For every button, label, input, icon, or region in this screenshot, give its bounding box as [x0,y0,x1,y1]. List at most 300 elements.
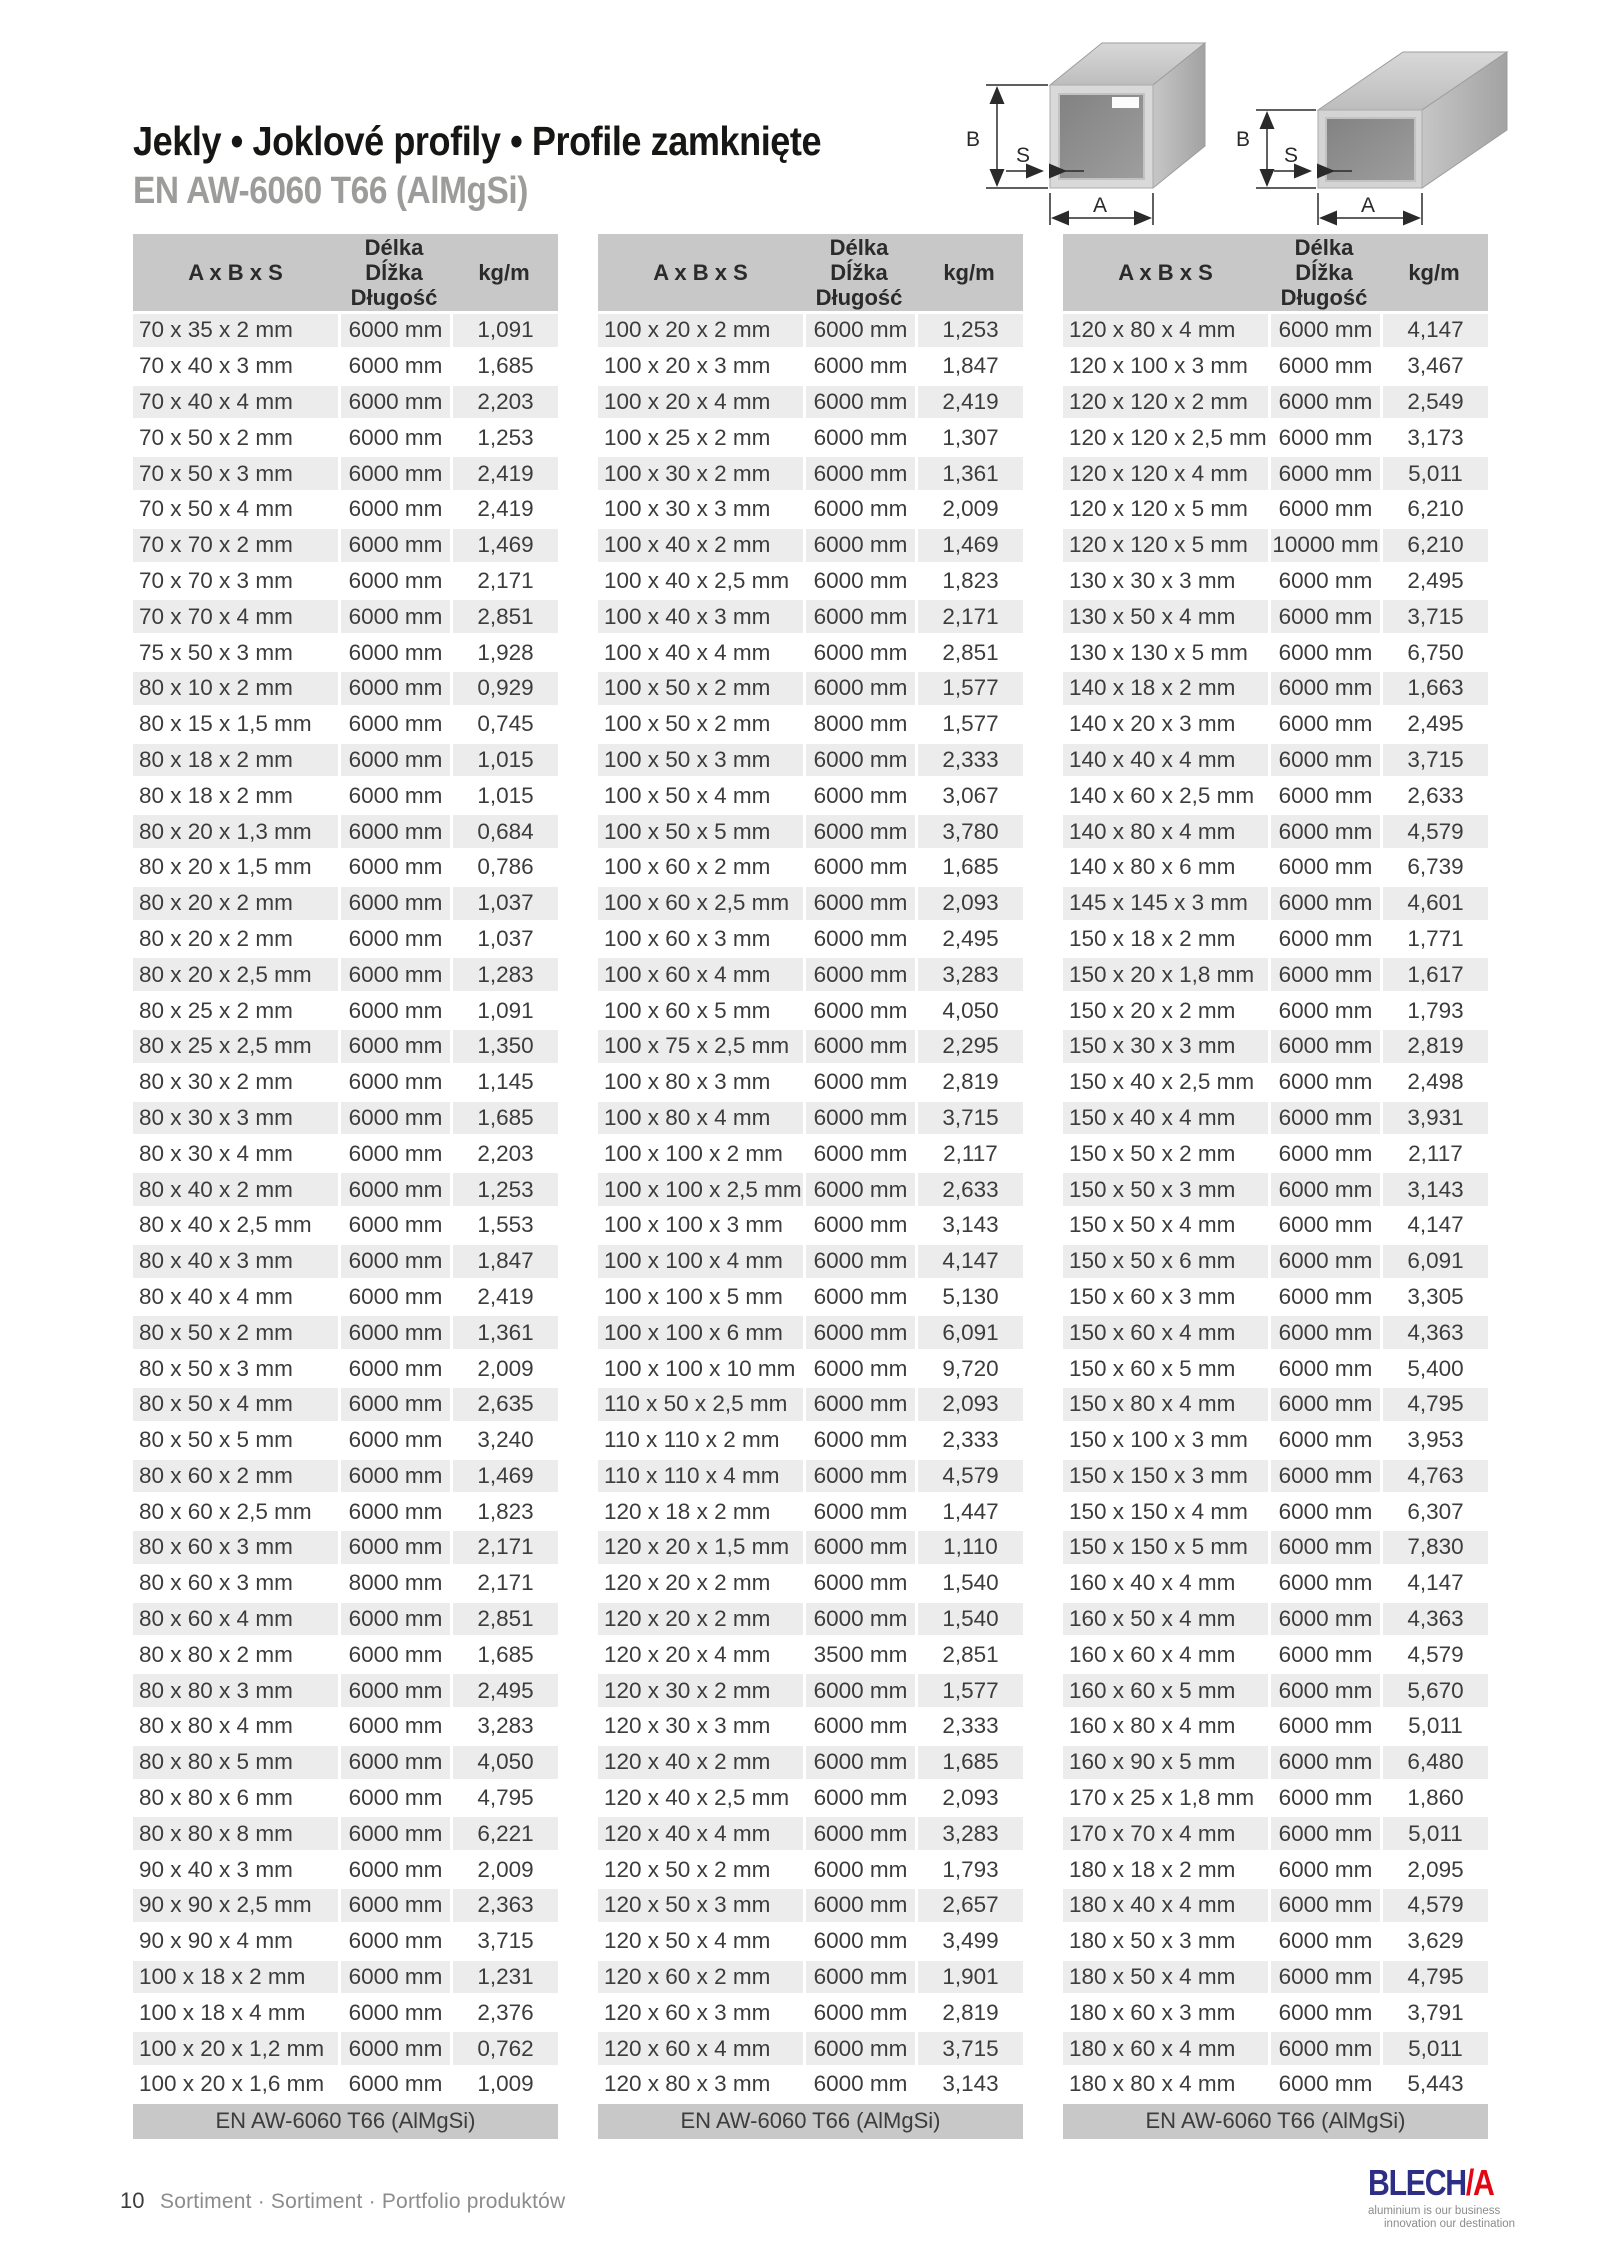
cell-dimension: 150 x 100 x 3 mm [1063,1424,1268,1460]
table-row [133,923,558,959]
cell-weight: 1,823 [915,565,1023,601]
dim-label-s-left: S [1016,144,1031,167]
cell-length: 6000 mm [1268,1603,1380,1639]
cell-dimension: 80 x 30 x 2 mm [133,1066,338,1102]
table-row [1063,1030,1488,1066]
cell-weight: 1,771 [1380,923,1488,959]
cell-length: 6000 mm [338,1316,450,1352]
cell-length: 6000 mm [338,1889,450,1925]
table-row [1063,600,1488,636]
table-row [598,1889,1023,1925]
cell-dimension: 120 x 100 x 3 mm [1063,350,1268,386]
table-row [598,815,1023,851]
cell-dimension: 170 x 70 x 4 mm [1063,1817,1268,1853]
cell-dimension: 120 x 120 x 5 mm [1063,529,1268,565]
cell-weight: 4,601 [1380,887,1488,923]
cell-dimension: 90 x 90 x 2,5 mm [133,1889,338,1925]
cell-length: 6000 mm [338,1209,450,1245]
cell-weight: 4,579 [1380,815,1488,851]
cell-weight: 0,745 [450,708,558,744]
cell-length: 6000 mm [803,421,915,457]
cell-weight: 3,143 [915,1209,1023,1245]
table-row [1063,1102,1488,1138]
table-row [133,2068,558,2104]
cell-dimension: 80 x 80 x 2 mm [133,1638,338,1674]
cell-weight: 2,851 [450,1603,558,1639]
cell-length: 6000 mm [803,851,915,887]
table-row [133,1388,558,1424]
cell-length: 6000 mm [1268,565,1380,601]
cell-length: 6000 mm [338,1102,450,1138]
cell-dimension: 100 x 100 x 5 mm [598,1281,803,1317]
table-row [133,1746,558,1782]
cell-weight: 2,117 [1380,1137,1488,1173]
cell-weight: 1,553 [450,1209,558,1245]
cell-weight: 3,240 [450,1424,558,1460]
profiles-table-3 [1063,234,1488,2139]
cell-length: 6000 mm [803,1030,915,1066]
table-row [133,1137,558,1173]
col-header-dimensions: A x B x S [133,234,338,314]
cell-length: 6000 mm [338,493,450,529]
cell-length: 6000 mm [803,1889,915,1925]
cell-dimension: 120 x 60 x 3 mm [598,1996,803,2032]
cell-dimension: 180 x 80 x 4 mm [1063,2068,1268,2104]
cell-dimension: 150 x 50 x 6 mm [1063,1245,1268,1281]
cell-dimension: 150 x 40 x 2,5 mm [1063,1066,1268,1102]
cell-weight: 3,780 [915,815,1023,851]
cell-length: 6000 mm [338,708,450,744]
table-row [598,636,1023,672]
cell-length: 6000 mm [1268,2032,1380,2068]
cell-length: 6000 mm [803,1173,915,1209]
cell-weight: 3,283 [915,1817,1023,1853]
table-row [598,1173,1023,1209]
logo-tagline [1368,2205,1516,2231]
cell-length: 6000 mm [1268,1674,1380,1710]
cell-dimension: 80 x 10 x 2 mm [133,672,338,708]
cell-length: 6000 mm [803,958,915,994]
table-row [598,1460,1023,1496]
cell-weight: 6,307 [1380,1495,1488,1531]
cell-weight: 1,793 [915,1853,1023,1889]
cell-dimension: 120 x 40 x 2 mm [598,1746,803,1782]
cell-dimension: 80 x 50 x 3 mm [133,1352,338,1388]
cell-length: 6000 mm [338,1030,450,1066]
length-label-sk: Dĺžka [1295,260,1353,285]
col-header-length [338,234,450,314]
cell-dimension: 100 x 50 x 2 mm [598,708,803,744]
cell-length: 6000 mm [803,994,915,1030]
cell-length: 6000 mm [338,994,450,1030]
table-row [1063,1066,1488,1102]
table-row [1063,421,1488,457]
alloy-footer-label: EN AW-6060 T66 (AlMgSi) [1063,2104,1488,2139]
table-row [1063,672,1488,708]
cell-length: 6000 mm [803,1925,915,1961]
table-row [133,1567,558,1603]
table-row [1063,958,1488,994]
cell-dimension: 75 x 50 x 3 mm [133,636,338,672]
cell-length: 6000 mm [1268,815,1380,851]
cell-length: 6000 mm [338,851,450,887]
cell-weight: 4,579 [1380,1638,1488,1674]
cell-dimension: 180 x 40 x 4 mm [1063,1889,1268,1925]
cell-length: 6000 mm [803,744,915,780]
cell-dimension: 100 x 75 x 2,5 mm [598,1030,803,1066]
cell-weight: 6,091 [1380,1245,1488,1281]
table-row [598,744,1023,780]
cell-dimension: 150 x 150 x 4 mm [1063,1495,1268,1531]
cell-weight: 1,847 [915,350,1023,386]
cell-weight: 4,795 [450,1782,558,1818]
cell-length: 6000 mm [803,1996,915,2032]
cell-length: 6000 mm [338,1961,450,1997]
table-row [598,493,1023,529]
table-footer-row [1063,2104,1488,2139]
cell-weight: 1,577 [915,672,1023,708]
cell-dimension: 80 x 40 x 2,5 mm [133,1209,338,1245]
cell-dimension: 80 x 20 x 2 mm [133,923,338,959]
table-row [133,386,558,422]
cell-dimension: 120 x 50 x 2 mm [598,1853,803,1889]
length-label-cz: Délka [364,235,424,260]
profiles-table-2 [598,234,1023,2139]
cell-dimension: 130 x 30 x 3 mm [1063,565,1268,601]
table-row [1063,457,1488,493]
cell-weight: 3,953 [1380,1424,1488,1460]
table-row [1063,1817,1488,1853]
table-row [133,1996,558,2032]
cell-weight: 1,037 [450,887,558,923]
cell-weight: 2,495 [450,1674,558,1710]
table-row [598,1710,1023,1746]
cell-length: 6000 mm [1268,1352,1380,1388]
cell-dimension: 80 x 30 x 4 mm [133,1137,338,1173]
cell-dimension: 100 x 80 x 4 mm [598,1102,803,1138]
cell-dimension: 150 x 40 x 4 mm [1063,1102,1268,1138]
table-row [133,1316,558,1352]
table-row [133,1853,558,1889]
cell-dimension: 100 x 60 x 2 mm [598,851,803,887]
cell-dimension: 80 x 40 x 3 mm [133,1245,338,1281]
table-row [1063,350,1488,386]
table-row [598,958,1023,994]
table-row [1063,1352,1488,1388]
cell-weight: 1,307 [915,421,1023,457]
table-row [133,851,558,887]
cell-weight: 5,011 [1380,2032,1488,2068]
cell-weight: 2,009 [915,493,1023,529]
cell-length: 6000 mm [1268,636,1380,672]
cell-length: 6000 mm [1268,779,1380,815]
table-row [1063,1638,1488,1674]
table-row [598,2068,1023,2104]
cell-weight: 1,469 [915,529,1023,565]
table-row [1063,1674,1488,1710]
table-row [598,1030,1023,1066]
cell-length: 6000 mm [338,1638,450,1674]
table-row [133,1638,558,1674]
cell-weight: 1,091 [450,314,558,350]
table-row [598,1531,1023,1567]
cell-dimension: 80 x 80 x 3 mm [133,1674,338,1710]
cell-length: 6000 mm [1268,1746,1380,1782]
logo-tagline-line1: aluminium is our business [1368,2205,1501,2217]
cell-weight: 6,091 [915,1316,1023,1352]
table-row [133,994,558,1030]
cell-weight: 1,145 [450,1066,558,1102]
table-row [598,672,1023,708]
cell-dimension: 80 x 30 x 3 mm [133,1102,338,1138]
table-row [133,958,558,994]
alloy-footer-label: EN AW-6060 T66 (AlMgSi) [598,2104,1023,2139]
table-row [598,2032,1023,2068]
cell-length: 6000 mm [338,421,450,457]
cell-weight: 3,499 [915,1925,1023,1961]
cell-length: 6000 mm [803,1424,915,1460]
table-row [133,1961,558,1997]
cell-length: 6000 mm [338,779,450,815]
cell-weight: 2,203 [450,386,558,422]
profiles-table-1 [133,234,558,2139]
table-row [598,1782,1023,1818]
cell-length: 6000 mm [1268,1495,1380,1531]
table-row [598,1746,1023,1782]
cell-dimension: 100 x 18 x 2 mm [133,1961,338,1997]
cell-dimension: 170 x 25 x 1,8 mm [1063,1782,1268,1818]
cell-dimension: 120 x 40 x 2,5 mm [598,1782,803,1818]
alloy-footer-label: EN AW-6060 T66 (AlMgSi) [133,2104,558,2139]
cell-length: 6000 mm [1268,457,1380,493]
cell-weight: 2,495 [1380,708,1488,744]
cell-dimension: 120 x 20 x 1,5 mm [598,1531,803,1567]
cell-weight: 5,011 [1380,457,1488,493]
cell-weight: 2,117 [915,1137,1023,1173]
table-row [598,779,1023,815]
cell-length: 6000 mm [338,672,450,708]
cell-weight: 4,795 [1380,1388,1488,1424]
cell-weight: 3,715 [450,1925,558,1961]
cell-dimension: 100 x 20 x 2 mm [598,314,803,350]
cell-length: 6000 mm [1268,1961,1380,1997]
table-row [598,923,1023,959]
table-row [133,1710,558,1746]
cell-dimension: 100 x 40 x 2 mm [598,529,803,565]
cell-weight: 2,333 [915,744,1023,780]
table-row [598,314,1023,350]
table-row [1063,1746,1488,1782]
cell-weight: 1,091 [450,994,558,1030]
cell-dimension: 150 x 80 x 4 mm [1063,1388,1268,1424]
cell-dimension: 160 x 50 x 4 mm [1063,1603,1268,1639]
cell-weight: 3,715 [1380,600,1488,636]
cell-length: 6000 mm [803,1603,915,1639]
cell-dimension: 80 x 60 x 3 mm [133,1567,338,1603]
cell-dimension: 120 x 20 x 4 mm [598,1638,803,1674]
table-row [598,600,1023,636]
cell-length: 6000 mm [803,600,915,636]
cell-length: 6000 mm [338,1352,450,1388]
cell-dimension: 100 x 100 x 10 mm [598,1352,803,1388]
cell-dimension: 160 x 90 x 5 mm [1063,1746,1268,1782]
table-row [598,1638,1023,1674]
table-row [133,1460,558,1496]
length-label-sk: Dĺžka [365,260,423,285]
cell-length: 6000 mm [338,1173,450,1209]
cell-weight: 9,720 [915,1352,1023,1388]
cell-weight: 3,305 [1380,1281,1488,1317]
cell-length: 6000 mm [1268,672,1380,708]
cell-weight: 5,670 [1380,1674,1488,1710]
cell-length: 6000 mm [1268,600,1380,636]
cell-dimension: 80 x 20 x 1,3 mm [133,815,338,851]
cell-dimension: 120 x 50 x 3 mm [598,1889,803,1925]
cell-length: 6000 mm [803,493,915,529]
cell-weight: 5,011 [1380,1710,1488,1746]
cell-dimension: 70 x 50 x 3 mm [133,457,338,493]
cell-dimension: 120 x 80 x 3 mm [598,2068,803,2104]
cell-dimension: 110 x 110 x 4 mm [598,1460,803,1496]
col-header-weight: kg/m [450,234,558,314]
cell-dimension: 80 x 20 x 1,5 mm [133,851,338,887]
cell-dimension: 150 x 60 x 4 mm [1063,1316,1268,1352]
cell-weight: 6,210 [1380,529,1488,565]
cell-length: 6000 mm [803,815,915,851]
cell-length: 6000 mm [1268,1388,1380,1424]
cell-weight: 5,011 [1380,1817,1488,1853]
cell-weight: 2,635 [450,1388,558,1424]
cell-dimension: 100 x 100 x 2,5 mm [598,1173,803,1209]
cell-weight: 2,419 [450,457,558,493]
cell-weight: 2,093 [915,1782,1023,1818]
table-row [1063,887,1488,923]
cell-dimension: 80 x 50 x 5 mm [133,1424,338,1460]
cell-length: 6000 mm [803,1066,915,1102]
cell-weight: 1,860 [1380,1782,1488,1818]
col-header-dimensions: A x B x S [1063,234,1268,314]
cell-dimension: 180 x 50 x 3 mm [1063,1925,1268,1961]
cell-length: 6000 mm [1268,851,1380,887]
cell-weight: 1,447 [915,1495,1023,1531]
logo-tagline-line2: innovation our destination [1384,2218,1516,2230]
cell-length: 6000 mm [803,1531,915,1567]
cell-length: 6000 mm [338,887,450,923]
cell-dimension: 100 x 25 x 2 mm [598,421,803,457]
cell-weight: 1,685 [915,1746,1023,1782]
cell-length: 6000 mm [803,1137,915,1173]
table-header-row [133,234,558,314]
cell-dimension: 150 x 50 x 3 mm [1063,1173,1268,1209]
length-label-cz: Délka [1294,235,1354,260]
cell-weight: 2,819 [915,1996,1023,2032]
cell-dimension: 150 x 60 x 5 mm [1063,1352,1268,1388]
cell-length: 6000 mm [1268,1996,1380,2032]
table-row [1063,779,1488,815]
cell-dimension: 80 x 60 x 2,5 mm [133,1495,338,1531]
cell-length: 6000 mm [803,1567,915,1603]
cell-dimension: 100 x 20 x 3 mm [598,350,803,386]
table-row [1063,851,1488,887]
cell-weight: 2,633 [1380,779,1488,815]
cell-length: 6000 mm [1268,1567,1380,1603]
table-row [1063,1460,1488,1496]
cell-dimension: 160 x 40 x 4 mm [1063,1567,1268,1603]
cell-dimension: 70 x 40 x 3 mm [133,350,338,386]
cell-weight: 1,253 [450,1173,558,1209]
cell-weight: 2,363 [450,1889,558,1925]
table-row [1063,923,1488,959]
col-header-weight: kg/m [1380,234,1488,314]
logo-mark-red: /A [1465,2162,1494,2203]
cell-dimension: 140 x 80 x 6 mm [1063,851,1268,887]
table-header-row [598,234,1023,314]
table-row [598,457,1023,493]
cell-weight: 2,819 [915,1066,1023,1102]
table-row [1063,1209,1488,1245]
cell-weight: 1,015 [450,779,558,815]
cell-dimension: 90 x 90 x 4 mm [133,1925,338,1961]
cell-dimension: 70 x 70 x 3 mm [133,565,338,601]
cell-length: 6000 mm [1268,1316,1380,1352]
cell-weight: 7,830 [1380,1531,1488,1567]
table-row [598,1996,1023,2032]
cell-length: 6000 mm [1268,421,1380,457]
cell-dimension: 100 x 40 x 2,5 mm [598,565,803,601]
logo-word-blue: BLECH [1368,2162,1466,2203]
cell-length: 6000 mm [1268,314,1380,350]
cell-dimension: 140 x 80 x 4 mm [1063,815,1268,851]
cell-dimension: 150 x 30 x 3 mm [1063,1030,1268,1066]
cell-dimension: 180 x 60 x 3 mm [1063,1996,1268,2032]
cell-length: 6000 mm [803,2068,915,2104]
cell-length: 6000 mm [803,1746,915,1782]
cell-length: 6000 mm [1268,350,1380,386]
cell-weight: 0,929 [450,672,558,708]
table-row [133,1817,558,1853]
cell-dimension: 100 x 100 x 3 mm [598,1209,803,1245]
cell-length: 6000 mm [803,1316,915,1352]
table-row [133,708,558,744]
cell-length: 6000 mm [803,1281,915,1317]
table-row [1063,1388,1488,1424]
table-header-row [1063,234,1488,314]
cell-weight: 4,579 [915,1460,1023,1496]
cell-weight: 2,093 [915,1388,1023,1424]
cell-weight: 5,443 [1380,2068,1488,2104]
table-row [598,1316,1023,1352]
table-row [1063,1925,1488,1961]
cell-dimension: 140 x 20 x 3 mm [1063,708,1268,744]
cell-length: 6000 mm [338,1853,450,1889]
table-row [133,744,558,780]
cell-dimension: 120 x 30 x 3 mm [598,1710,803,1746]
cell-length: 6000 mm [803,672,915,708]
table-row [133,1495,558,1531]
cell-weight: 1,361 [915,457,1023,493]
table-row [1063,1531,1488,1567]
cell-dimension: 100 x 18 x 4 mm [133,1996,338,2032]
cell-dimension: 140 x 40 x 4 mm [1063,744,1268,780]
cell-dimension: 80 x 50 x 2 mm [133,1316,338,1352]
table-row [133,815,558,851]
cell-dimension: 100 x 50 x 3 mm [598,744,803,780]
cell-weight: 2,657 [915,1889,1023,1925]
table-row [1063,1567,1488,1603]
cell-weight: 2,376 [450,1996,558,2032]
cell-dimension: 80 x 80 x 8 mm [133,1817,338,1853]
cell-weight: 1,361 [450,1316,558,1352]
